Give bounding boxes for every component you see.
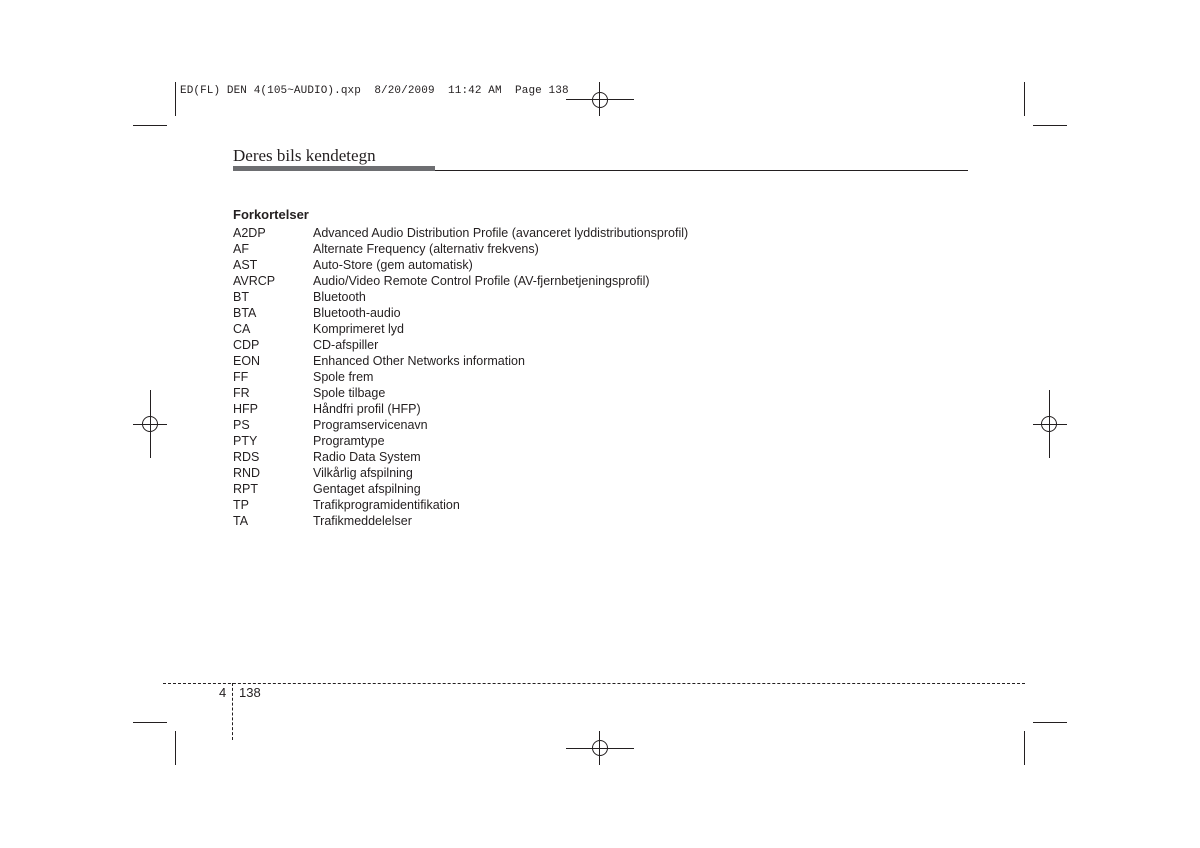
abbreviation-description: Alternate Frequency (alternativ frekvens) bbox=[313, 242, 539, 256]
list-item bbox=[233, 433, 688, 449]
abbreviation-code: BTA bbox=[233, 306, 257, 320]
abbreviation-code: AVRCP bbox=[233, 274, 276, 288]
abbreviation-description: Håndfri profil (HFP) bbox=[313, 402, 421, 416]
footer-dashed-rule bbox=[163, 683, 1025, 684]
abbreviation-description: Bluetooth bbox=[313, 290, 366, 304]
list-item bbox=[233, 241, 688, 257]
abbreviation-code: CDP bbox=[233, 338, 260, 352]
list-item bbox=[233, 449, 688, 465]
abbreviation-code: EON bbox=[233, 354, 261, 368]
list-item bbox=[233, 481, 688, 497]
list-item bbox=[233, 401, 688, 417]
registration-mark-right-circle bbox=[1041, 416, 1057, 432]
abbreviation-description: Auto-Store (gem automatisk) bbox=[313, 258, 473, 272]
list-item bbox=[233, 417, 688, 433]
registration-mark-left-circle bbox=[142, 416, 158, 432]
abbreviation-code: TA bbox=[233, 514, 249, 528]
abbreviation-description: Trafikprogramidentifikation bbox=[313, 498, 460, 512]
list-item bbox=[233, 369, 688, 385]
abbreviation-description: Spole tilbage bbox=[313, 386, 386, 400]
abbreviation-code: A2DP bbox=[233, 226, 266, 240]
crop-mark-top-left-h bbox=[133, 125, 167, 126]
crop-mark-top-right-v bbox=[1024, 82, 1025, 116]
abbreviation-description: Programservicenavn bbox=[313, 418, 428, 432]
abbreviations-heading: Forkortelser bbox=[233, 207, 309, 222]
list-item bbox=[233, 289, 688, 305]
section-title: Deres bils kendetegn bbox=[233, 146, 376, 165]
abbreviation-code: RND bbox=[233, 466, 261, 480]
list-item bbox=[233, 321, 688, 337]
abbreviation-description: Komprimeret lyd bbox=[313, 322, 404, 336]
abbreviation-description: Programtype bbox=[313, 434, 385, 448]
abbreviation-description: Radio Data System bbox=[313, 450, 421, 464]
list-item bbox=[233, 273, 688, 289]
abbreviation-description: Enhanced Other Networks information bbox=[313, 354, 525, 368]
crop-mark-bottom-right-h bbox=[1033, 722, 1067, 723]
chapter-number: 4 bbox=[219, 685, 227, 700]
abbreviation-code: BT bbox=[233, 290, 249, 304]
abbreviation-code: FR bbox=[233, 386, 250, 400]
abbreviation-description: Audio/Video Remote Control Profile (AV-fjernbetjeningsprofil) bbox=[313, 274, 650, 288]
footer-dashed-divider bbox=[232, 683, 233, 740]
abbreviation-code: PS bbox=[233, 418, 250, 432]
abbreviation-code: CA bbox=[233, 322, 251, 336]
list-item bbox=[233, 497, 688, 513]
registration-mark-top-circle bbox=[592, 92, 608, 108]
registration-mark-bottom-circle bbox=[592, 740, 608, 756]
crop-mark-bottom-left-h bbox=[133, 722, 167, 723]
abbreviation-code: FF bbox=[233, 370, 249, 384]
list-item bbox=[233, 353, 688, 369]
abbreviation-description: Advanced Audio Distribution Profile (avanceret lyddistributionsprofil) bbox=[313, 226, 689, 240]
list-item bbox=[233, 257, 688, 273]
abbreviation-description: Spole frem bbox=[313, 370, 374, 384]
list-item bbox=[233, 385, 688, 401]
crop-mark-bottom-right-v bbox=[1024, 731, 1025, 765]
abbreviation-list bbox=[233, 225, 688, 529]
abbreviation-description: Bluetooth-audio bbox=[313, 306, 401, 320]
abbreviation-code: TP bbox=[233, 498, 249, 512]
list-item bbox=[233, 465, 688, 481]
abbreviation-code: PTY bbox=[233, 434, 258, 448]
abbreviation-code: AF bbox=[233, 242, 249, 256]
list-item bbox=[233, 305, 688, 321]
list-item bbox=[233, 513, 688, 529]
abbreviation-code: HFP bbox=[233, 402, 258, 416]
section-rule-thick bbox=[233, 166, 435, 171]
section-rule-thin bbox=[435, 170, 968, 171]
list-item bbox=[233, 337, 688, 353]
abbreviation-code: RPT bbox=[233, 482, 258, 496]
crop-mark-top-left-v bbox=[175, 82, 176, 116]
crop-mark-top-right-h bbox=[1033, 125, 1067, 126]
abbreviation-code: AST bbox=[233, 258, 258, 272]
print-slug: ED(FL) DEN 4(105~AUDIO).qxp 8/20/2009 11:42 AM Page 138 bbox=[180, 85, 569, 97]
crop-mark-bottom-left-v bbox=[175, 731, 176, 765]
page-number: 138 bbox=[239, 685, 261, 700]
abbreviation-description: Trafikmeddelelser bbox=[313, 514, 412, 528]
abbreviation-description: CD-afspiller bbox=[313, 338, 379, 352]
abbreviation-description: Vilkårlig afspilning bbox=[313, 466, 413, 480]
abbreviation-code: RDS bbox=[233, 450, 260, 464]
list-item bbox=[233, 225, 688, 241]
abbreviation-description: Gentaget afspilning bbox=[313, 482, 421, 496]
